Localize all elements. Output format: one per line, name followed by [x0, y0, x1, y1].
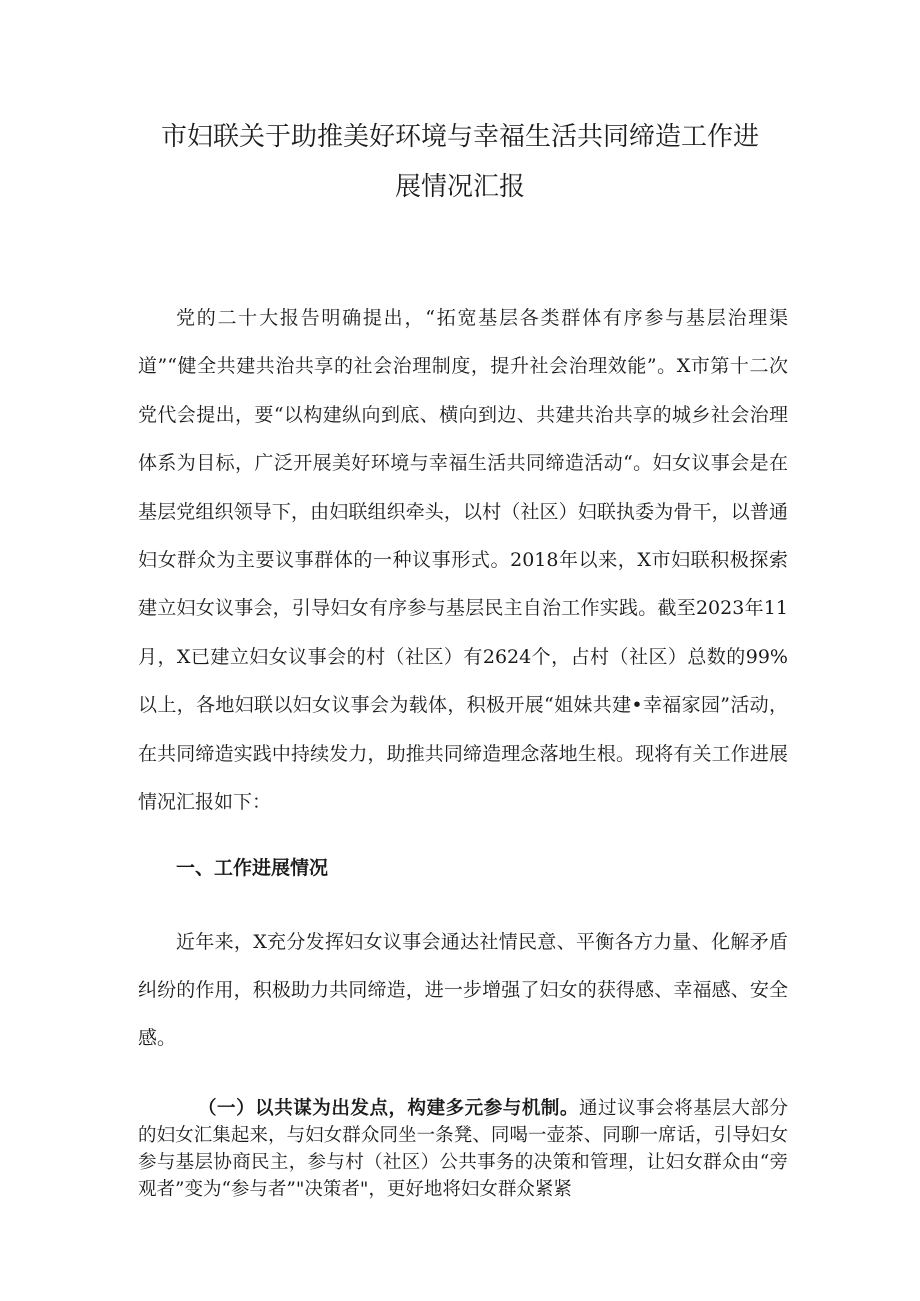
intro-paragraph: 党的二十大报告明确提出，“拓宽基层各类群体有序参与基层治理渠道”“健全共建共治共享的社会治理制度，提升社会治理效能”。X市第十二次党代会提出，要“以构建纵向到底、横向到边、共建共治共享的城乡社会治理体系为目标，广泛开展美好环境与幸福生活共同缔造活动“。妇女议事会是在基层党组织领导下，由妇联组织牵头，以村（社区）妇联执委为骨干，以普通妇女群众为主要议事群体的一种议事形式。2018年以来，X市妇联积极探索建立妇女议事会，引导妇女有序参与基层民主自治工作实践。截至2023年11月，X已建立妇女议事会的村（社区）有2624个，占村（社区）总数的99%以上，各地妇联以妇女议事会为载体，积极开展“姐妹共建•幸福家园”活动，在共同缔造实践中持续发力，助推共同缔造理念落地生根。现将有关工作进展情况汇报如下：: [138, 307, 788, 814]
section-intro-paragraph: 近年来，X充分发挥妇女议事会通达社情民意、平衡各方力量、化解矛盾纠纷的作用，积极助力共同缔造，进一步增强了妇女的获得感、幸福感、安全感。: [138, 931, 788, 1049]
section-heading-progress: 一、工作进展情况: [176, 857, 329, 879]
subsection-lead: （一）以共谋为出发点，构建多元参与机制。: [198, 1098, 579, 1119]
subsection-paragraph: [138, 1095, 788, 1203]
document-title-line-1: 市妇联关于助推美好环境与幸福生活共同缔造工作进: [160, 122, 759, 152]
subsection-text: 通过议事会将基层大部分的妇女汇集起来，与妇女群众同坐一条凳、同喝一壶茶、同聊一席话，引导妇女参与基层协商民主，参与村（社区）公共事务的决策和管理，让妇女群众由“旁观者”变为“参与者”"决策者"，更好地将妇女群众紧紧: [138, 1098, 788, 1200]
document-title-line-2: 展情况汇报: [394, 172, 525, 202]
